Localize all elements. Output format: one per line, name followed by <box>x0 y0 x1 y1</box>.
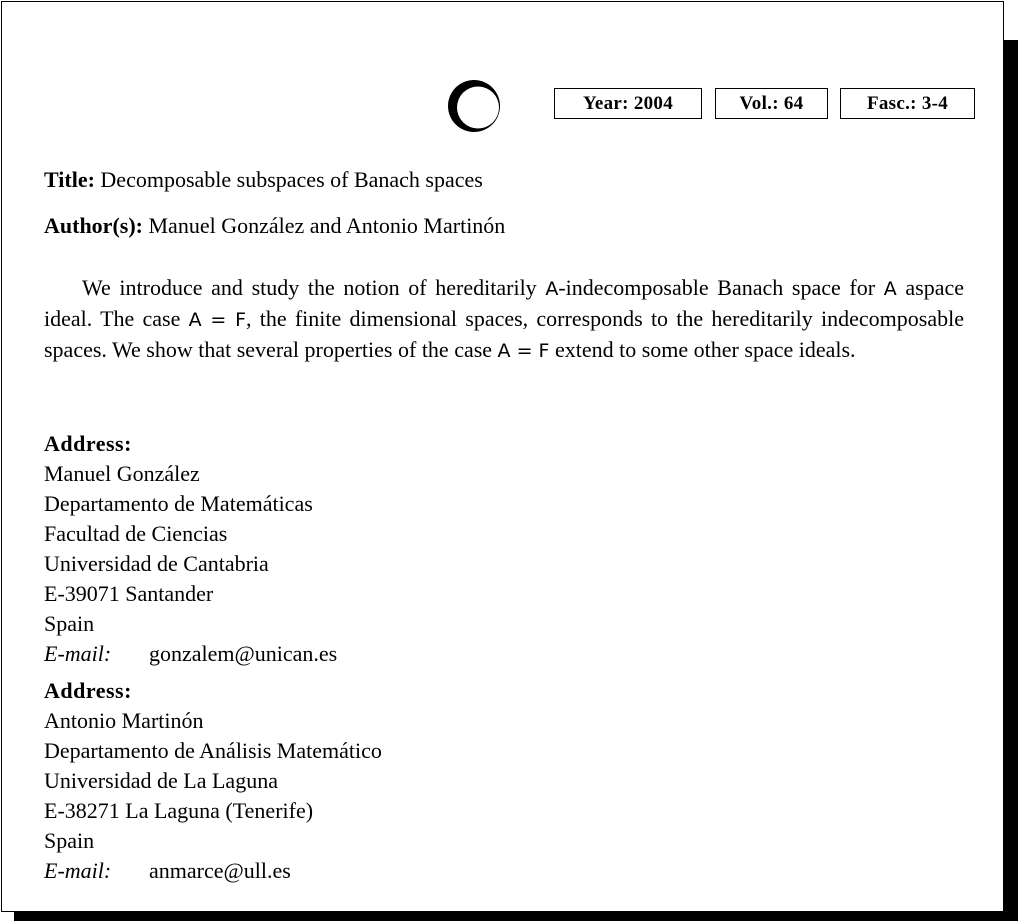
abstract-text-1: We introduce and study the notion of hereditarily <box>82 275 546 300</box>
email-label: E-mail: <box>44 858 112 883</box>
paper-title: Decomposable subspaces of Banach spaces <box>100 167 483 192</box>
address-heading: Address: <box>44 678 132 703</box>
address-line: Spain <box>44 611 95 636</box>
email-link[interactable]: anmarce@ull.es <box>149 858 291 883</box>
paper-authors: Manuel González and Antonio Martinón <box>148 213 506 238</box>
address-line: Manuel González <box>44 461 200 486</box>
address-line: Facultad de Ciencias <box>44 521 228 546</box>
abstract-text-2: -indecomposable Banach space for <box>558 275 884 300</box>
math-symbol: A <box>883 278 897 300</box>
address-block-2 <box>44 676 382 886</box>
email-row <box>44 639 337 669</box>
abstract-text-5: extend to some other space ideals. <box>549 337 856 362</box>
address-line: Universidad de La Laguna <box>44 768 278 793</box>
math-symbol: A = F <box>188 309 246 331</box>
address-block-1 <box>44 429 337 669</box>
address-line: E-39071 Santander <box>44 581 214 606</box>
email-row <box>44 856 382 886</box>
address-line: Antonio Martinón <box>44 708 204 733</box>
authors-line <box>44 213 505 239</box>
address-heading: Address: <box>44 431 132 456</box>
year-badge: Year: 2004 <box>554 88 702 119</box>
address-line: Departamento de Análisis Matemático <box>44 738 382 763</box>
title-line <box>44 167 483 193</box>
address-line: E-38271 La Laguna (Tenerife) <box>44 798 314 823</box>
math-symbol: A = F <box>497 340 550 362</box>
abstract-text-3: aspace ideal. The case <box>44 275 964 331</box>
abstract <box>44 273 964 366</box>
title-label: Title: <box>44 167 95 192</box>
email-label: E-mail: <box>44 641 112 666</box>
abstract-text-4: , the finite dimensional spaces, corresponds to the hereditarily indecomposable spaces. We show that several properties of the case <box>44 306 964 362</box>
authors-label: Author(s): <box>44 213 143 238</box>
email-link[interactable]: gonzalem@unican.es <box>149 641 338 666</box>
fascicle-badge: Fasc.: 3-4 <box>840 88 975 119</box>
math-symbol: A <box>545 278 559 300</box>
crescent-moon-icon <box>446 78 502 134</box>
volume-badge: Vol.: 64 <box>715 88 828 119</box>
address-line: Spain <box>44 828 95 853</box>
address-line: Universidad de Cantabria <box>44 551 269 576</box>
address-line: Departamento de Matemáticas <box>44 491 313 516</box>
